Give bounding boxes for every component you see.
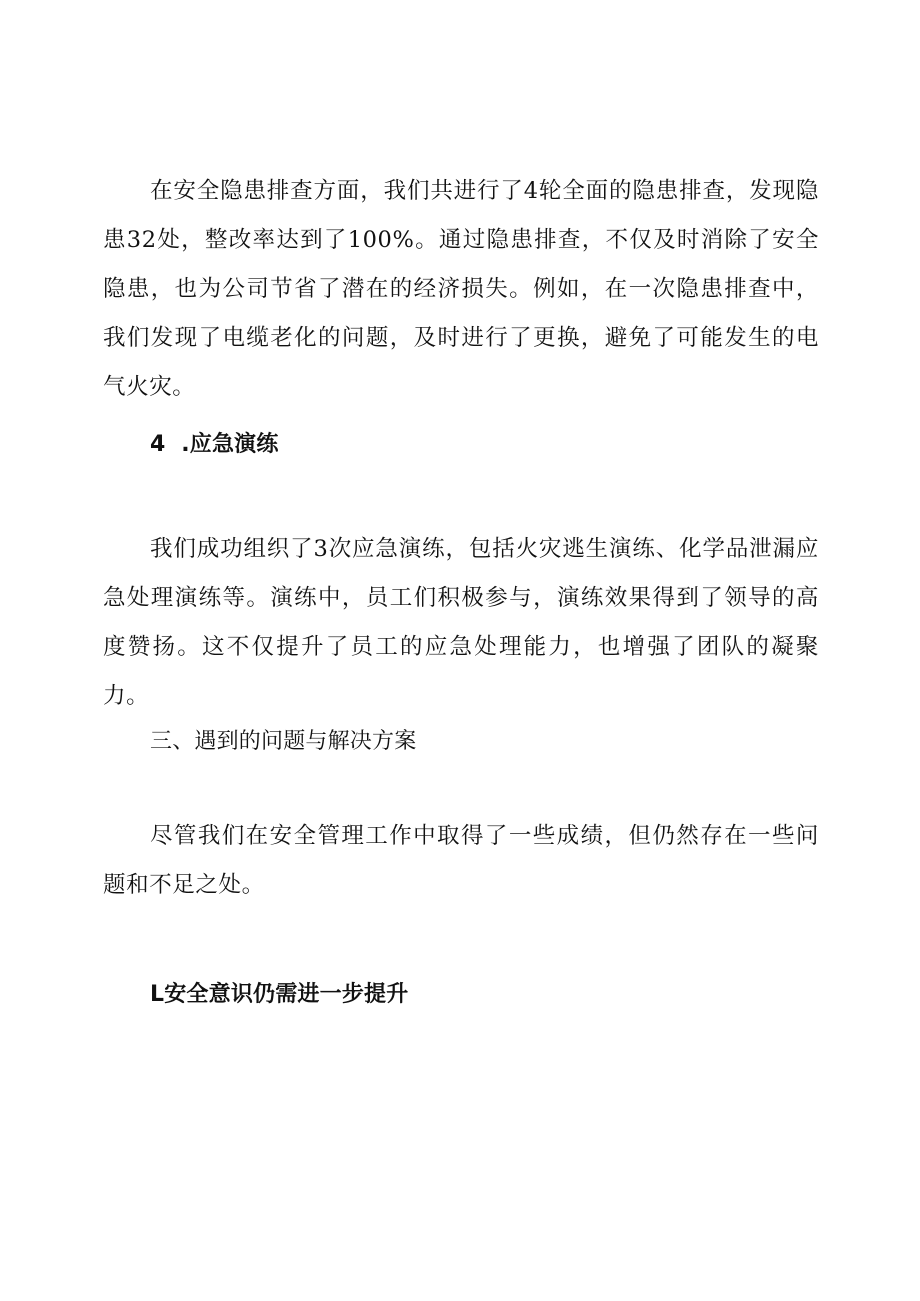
paragraph-hazard-inspection: 在安全隐患排查方面，我们共进行了4轮全面的隐患排查，发现隐患32处，整改率达到了100%。通过隐患排查，不仅及时消除了安全隐患，也为公司节省了潜在的经济损失。例如，在一次隐患排查中，我们发现了电缆老化的问题，及时进行了更换，避免了可能发生的电气火灾。 <box>103 178 819 400</box>
section-heading-problems-solutions: 三、遇到的问题与解决方案 <box>150 729 417 754</box>
section-heading-safety-awareness: L安全意识仍需进一步提升 <box>150 982 409 1007</box>
paragraph-emergency-drill: 我们成功组织了3次应急演练，包括火灾逃生演练、化学品泄漏应急处理演练等。演练中，员工们积极参与，演练效果得到了领导的高度赞扬。这不仅提升了员工的应急处理能力，也增强了团队的凝聚力。 <box>103 536 819 709</box>
paragraph-problems: 尽管我们在安全管理工作中取得了一些成绩，但仍然存在一些问题和不足之处。 <box>103 823 819 898</box>
section-heading-emergency-drill: 4 .应急演练 <box>150 432 279 457</box>
